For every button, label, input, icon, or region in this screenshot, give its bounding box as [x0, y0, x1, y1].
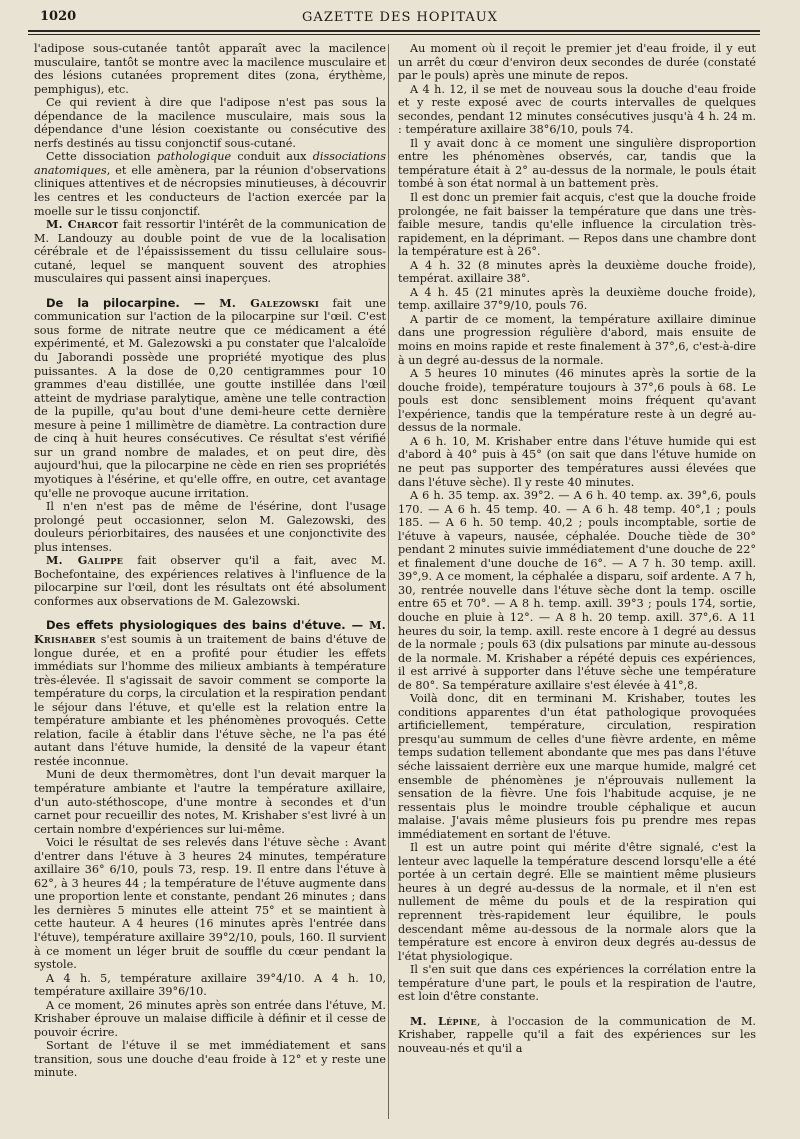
text-run: conduit aux — [231, 150, 313, 164]
paragraph: A 6 h. 35 temp. ax. 39°2. — A 6 h. 40 temp. ax. 39°,6, pouls 170. — A 6 h. 45 temp. 40. — A 6 h. 48 temp. 40°,1 ; pouls 185. — A 6 h. 50 temp. 40,2 ; pouls incomptable, sortie de l'étuve à vapeurs, nausée, céphalée. Douche tiède de 30° pendant 2 minutes suivie immédiatement d'une douche de 22° et finalement d'une douche de 16°. — A 7 h. 30 temp. axill. 39°,9. A ce moment, la céphalée a disparu, soif ardente. A 7 h, 30, rentrée nouvelle dans l'étuve sèche dont la temp. oscille entre 65 et 70°. — A 8 h. temp. axill. 39°3 ; pouls 174, sortie, douche en pluie à 12°. — A 8 h. 20 temp. axill. 37°,6. A 11 heures du soir, la temp. axill. reste encore à 1 degré au dessus de la normale ; pouls 63 (dix pulsations par minute au-dessous de la normale. M. Krishaber a répété depuis ces expériences, il est arrivé à supporter dans l'étuve sèche une température de 80°. Sa température axillaire s'est élevée à 41°,8. — [398, 489, 756, 692]
paragraph: Voilà donc, dit en terminani M. Krishaber, toutes les conditions apparentes d'un état pathologique provoquées artificiellement, température, circulation, respiration presqu'au summum de celles d'une fièvre ardente, en même temps sudation tellement abondante que mes pas dans l'étuve séche laissaient derrière eux une marque humide, malgré cet ensemble de phénomènes je n'éprouvais nullement la sensation de la fièvre. Une fois l'habitude acquise, je ne ressentais plus le moindre trouble céphalique et aucun malaise. J'avais même plusieurs fois pu prendre mes repas immédiatement en sortant de l'étuve. — [398, 692, 756, 841]
journal-title: GAZETTE DES HOPITAUX — [302, 10, 498, 25]
text-run: , et elle amènera, par la réunion d'observations cliniques attentives et de nécropsies minutieuses, à découvrir les centres et les conducteurs de l'action exercée par la moelle sur le tissu conjonctif. — [34, 163, 386, 218]
paragraph: Il est un autre point qui mérite d'être signalé, c'est la lenteur avec laquelle la température descend lorsqu'elle a été portée à un certain degré. Elle se maintient même plusieurs heures à un degré au-dessus de la normale, et il n'en est nullement de même du pouls et de la respiration qui reprennent très-rapidement leur équilibre, le pouls descendant même au-dessous de la normale alors que la température est encore à environ deux degrés au-dessus de l'état physiologique. — [398, 841, 756, 963]
italic-run: pathologique — [156, 150, 232, 164]
paragraph: Il y avait donc à ce moment une singulière disproportion entre les phénomènes observés, car, tandis que la température était à 2° au-dessus de la normale, le pouls était tombé à son état normal à un battement près. — [398, 136, 756, 191]
header-rule — [28, 30, 760, 35]
paragraph — [34, 554, 386, 608]
text-run: fait observer qu'il a fait, avec M. Bochefontaine, des expériences relatives à l'influence de la pilocarpine sur l'œil, dont les résultats ont été absolument conformes aux observations de M. Galezowski. — [34, 554, 386, 608]
paragraph — [34, 150, 386, 218]
paragraph — [398, 1015, 756, 1056]
paragraph: A 4 h. 45 (21 minutes après la deuxième douche froide), temp. axillaire 37°9/10, pouls 76. — [398, 285, 756, 313]
paragraph: A ce moment, 26 minutes après son entrée dans l'étuve, M. Krishaber éprouve un malaise difficile à définir et il cesse de pouvoir écrire. — [34, 998, 386, 1039]
text-run: Cette dissociation — [46, 150, 157, 164]
page-header — [28, 6, 772, 32]
section-bains-etuve — [34, 619, 386, 768]
speaker-name: M. Krishaber — [34, 618, 386, 646]
text-run: fait une communication sur l'action de la pilocarpine sur l'œil. C'est sous forme de nitrate neutre que ce médicament a été expérimenté, et M. Galezowski a pu constater que l'alcaloïde du Jaborandi possède une propriété myotique des plus puissantes. A la dose de 0,20 centigrammes pour 10 grammes d'eau distillée, une goutte instillée dans l'œil atteint de mydriase paralytique, amène une telle contraction de la pupille, qu'au bout d'une demi-heure cette dernière mesure à peine 1 millimètre de diamètre. La contraction dure de cinq à huit heures consécutives. Ce résultat s'est vérifié sur un grand nombre de malades, et on peut dire, dès aujourd'hui, que la pilocarpine ne cède en rien ses propriétés myotiques à l'ésérine, et qu'elle offre, en outre, cet avantage qu'elle ne provoque aucune irritation. — [34, 296, 386, 500]
speaker-name: M. Galippe — [46, 553, 124, 568]
paragraph: Voici le résultat de ses relevés dans l'étuve sèche : Avant d'entrer dans l'étuve à 3 heures 24 minutes, température axillaire 36° 6/10, pouls 73, resp. 19. Il entre dans l'étuve à 62°, à 3 heures 44 ; la température de l'étuve augmente dans une proportion lente et constante, pendant 26 minutes ; dans les dernières 5 minutes elle atteint 75° et se maintient à cette hauteur. A 4 heures (16 minutes après l'entrée dans l'étuve), température axillaire 39°2/10, pouls, 160. Il survient à ce moment un léger bruit de souffle du cœur pendant la systole. — [34, 836, 386, 972]
paragraph: Il s'en suit que dans ces expériences la corrélation entre la température d'une part, le pouls et la respiration de l'autre, est loin d'être constante. — [398, 963, 756, 1004]
text-run: s'est soumis à un traitement de bains d'étuve de longue durée, et en a profité pour étudier les effets immédiats sur l'homme des milieux ambiants à température très-élevée. Il s'agissait de savoir comment se comporte la température du corps, la circulation et la respiration pendant le séjour dans l'étuve, et qu'elle est la relation entre la température ambiante et les phénomènes provoqués. Cette relation, facile à établir dans l'étuve sèche, ne l'a pas été autant dans l'étuve humide, la densité de la vapeur étant restée inconnue. — [34, 632, 386, 768]
speaker-name: M. Lépine — [410, 1013, 477, 1028]
left-column — [34, 42, 386, 1125]
paragraph: Au moment où il reçoit le premier jet d'eau froide, il y eut un arrêt du cœur d'environ deux secondes de durée (constaté par le pouls) après une minute de repos. — [398, 42, 756, 83]
page-number: 1020 — [40, 9, 77, 24]
paragraph: Muni de deux thermomètres, dont l'un devait marquer la température ambiante et l'autre la température axillaire, d'un auto-stéthoscope, d'une montre à secondes et d'un carnet pour recueillir des notes, M. Krishaber s'est livré à un certain nombre d'expériences sur lui-même. — [34, 768, 386, 836]
speaker-name: M. Galezowski — [219, 295, 320, 310]
section-heading: De la pilocarpine. — — [46, 295, 220, 310]
column-divider — [388, 44, 389, 1119]
paragraph: A 4 h. 32 (8 minutes après la deuxième douche froide), températ. axillaire 38°. — [398, 258, 756, 286]
section-heading: Des effets physiologiques des bains d'étuve. — — [46, 618, 370, 633]
text-run: , à l'occasion de la communication de M. Krishaber, rappelle qu'il a fait des expériences sur les nouveau-nés et qu'il a — [398, 1014, 756, 1055]
paragraph: A 4 h. 5, température axillaire 39°4/10. A 4 h. 10, température axillaire 39°6/10. — [34, 971, 386, 999]
section-pilocarpine — [34, 297, 386, 500]
paragraph: A 4 h. 12, il se met de nouveau sous la douche d'eau froide et y reste exposé avec de courts intervalles de quelques secondes, pendant 12 minutes consécutives jusqu'à 4 h. 24 m. : température axillaire 38°6/10, pouls 74. — [398, 82, 756, 137]
text-run: fait ressortir l'intérêt de la communication de M. Landouzy au double point de vue de la localisation cérébrale et de l'épaississement du tissu cellulaire sous-cutané, lequel se manquent souvent des atrophies musculaires qui passent ainsi inaperçues. — [34, 218, 386, 286]
paragraph: l'adipose sous-cutanée tantôt apparaît avec la macilence musculaire, tantôt se montre avec la macilence musculaire et des lésions cutanées proprement dites (zona, érythème, pemphigus), etc. — [34, 42, 386, 96]
right-column — [398, 42, 756, 1125]
paragraph — [34, 218, 386, 286]
speaker-name: M. Charcot — [46, 217, 119, 232]
paragraph: A 6 h. 10, M. Krishaber entre dans l'étuve humide qui est d'abord à 40° puis à 45° (on sait que dans l'étuve humide on ne peut pas supporter des températures aussi élevées que dans l'étuve sèche). Il y reste 40 minutes. — [398, 434, 756, 489]
paragraph: Sortant de l'étuve il se met immédiatement et sans transition, sous une douche d'eau froide à 12° et y reste une minute. — [34, 1039, 386, 1080]
paragraph: A partir de ce moment, la température axillaire diminue dans une progression régulière d'abord, mais ensuite de moins en moins rapide et reste finalement à 37°,6, c'est-à-dire à un degré au-dessus de la normale. — [398, 312, 756, 367]
paragraph: A 5 heures 10 minutes (46 minutes après la sortie de la douche froide), température toujours à 37°,6 pouls à 68. Le pouls est donc sensiblement moins fréquent qu'avant l'expérience, tandis que la température reste à un degré au-dessus de la normale. — [398, 367, 756, 435]
paragraph: Ce qui revient à dire que l'adipose n'est pas sous la dépendance de la macilence musculaire, mais sous la dépendance d'une lésion coexistante ou consécutive des nerfs destinés au tissu conjonctif sous-cutané. — [34, 96, 386, 150]
italic-run: dissociations anatomiques — [34, 150, 386, 177]
paragraph: Il n'en n'est pas de même de l'ésérine, dont l'usage prolongé peut occasionner, selon M. Galezowski, des douleurs périorbitaires, des nausées et une conjonctivite des plus intenses. — [34, 500, 386, 554]
paragraph: Il est donc un premier fait acquis, c'est que la douche froide prolongée, ne fait baisser la température que dans une très-faible mesure, tandis qu'elle influence la circulation très-rapidement, en la déprimant. — Repos dans une chambre dont la température est à 26°. — [398, 191, 756, 259]
